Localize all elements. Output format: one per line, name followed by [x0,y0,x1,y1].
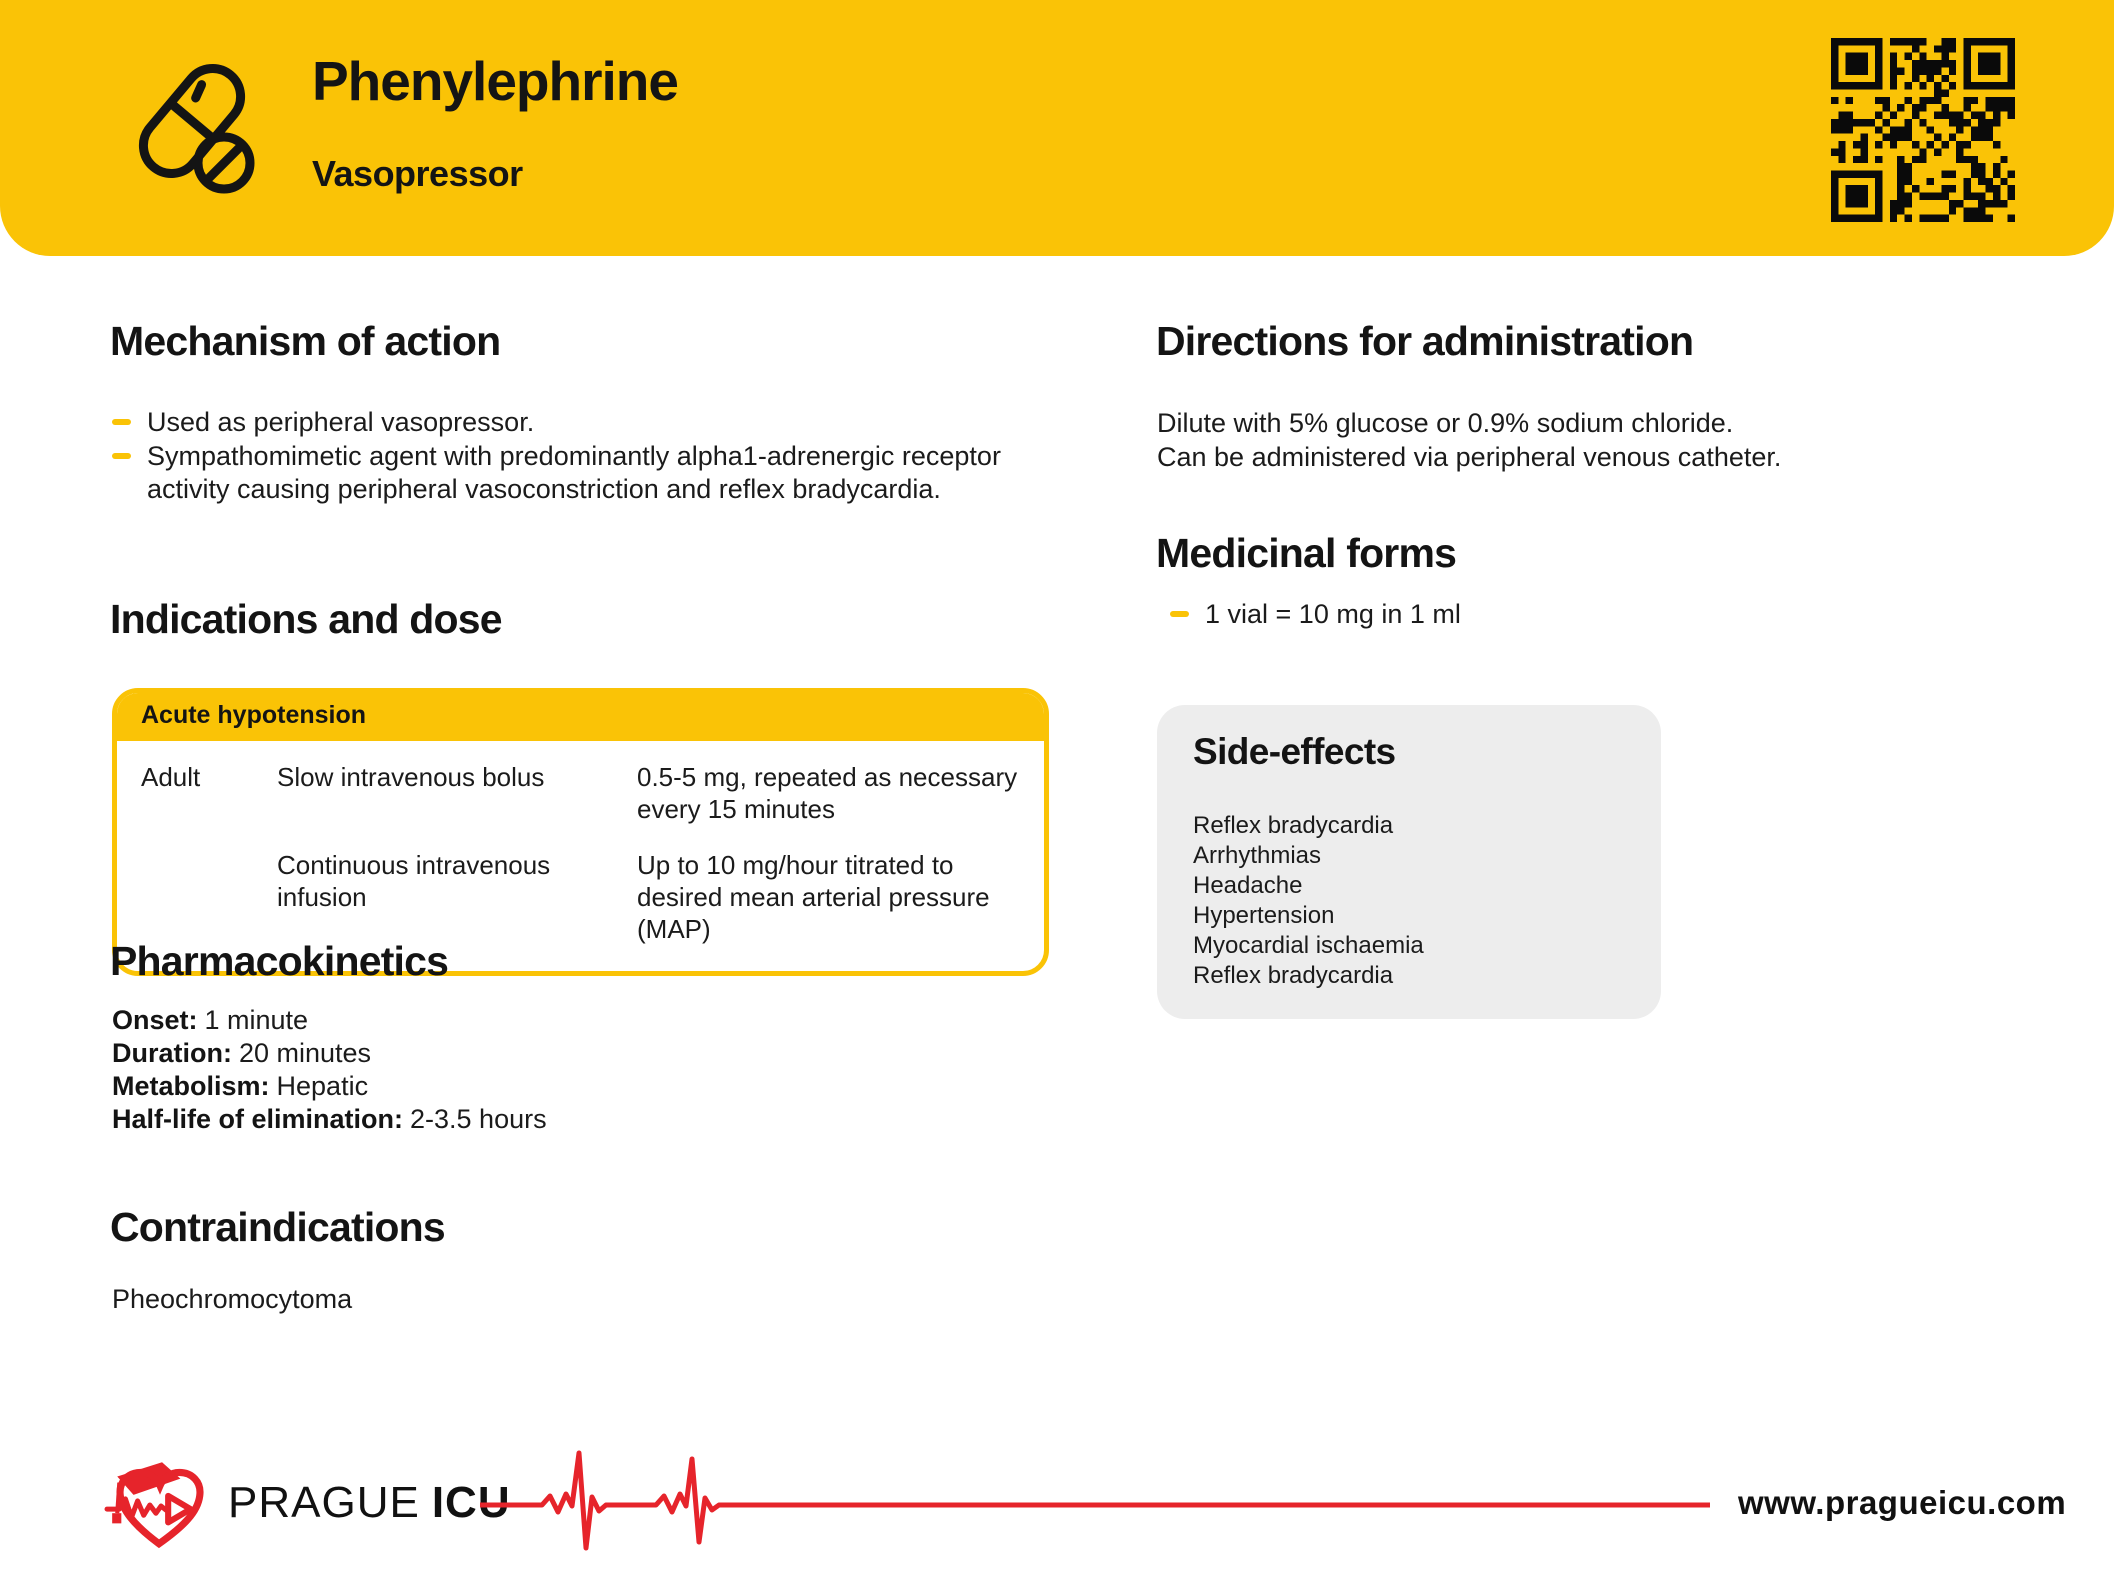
ecg-heartbeat-line-icon [480,1445,1710,1565]
pk-line [112,1037,547,1070]
pk-line [112,1004,547,1037]
list-item [112,440,1012,506]
side-effect-item: Myocardial ischaemia [1193,932,1424,959]
table-row [141,761,1020,825]
table-row [141,849,1020,945]
section-heading-mechanism: Mechanism of action [110,318,501,364]
pk-label: Onset: [112,1005,198,1035]
list-item [112,406,1012,439]
section-heading-contraindications: Contraindications [110,1204,445,1250]
bullet-text: 1 vial = 10 mg in 1 ml [1205,599,1461,629]
pk-value: 1 minute [204,1005,309,1035]
pk-value: Hepatic [276,1071,369,1101]
page-title: Phenylephrine [312,50,678,112]
route-cell: Slow intravenous bolus [277,762,545,792]
pharmacokinetics-list [112,1004,547,1136]
side-effect-item: Arrhythmias [1193,842,1322,869]
side-effect-item: Headache [1193,872,1303,899]
section-heading-directions: Directions for administration [1156,318,1694,364]
header-banner [0,0,2114,256]
section-heading-pharmacokinetics: Pharmacokinetics [110,938,449,984]
dash-bullet-icon [112,453,131,459]
pill-capsule-icon [112,58,262,203]
pk-label: Half-life of elimination: [112,1104,404,1134]
brand-primary: PRAGUE [228,1478,420,1527]
directions-line: Can be administered via peripheral venous catheter. [1157,442,1782,472]
route-cell: Continuous intravenous infusion [277,850,551,912]
dash-bullet-icon [112,419,131,425]
pk-line [112,1070,547,1103]
drug-class-subtitle: Vasopressor [312,153,523,194]
dose-cell: 0.5-5 mg, repeated as necessary every 15 minutes [637,762,1018,824]
website-url: www.pragueicu.com [1738,1484,2067,1521]
pk-label: Duration: [112,1038,232,1068]
population-cell: Adult [141,762,201,792]
brand-secondary: ICU [431,1478,511,1527]
dose-table [112,688,1049,976]
dose-cell: Up to 10 mg/hour titrated to desired mean arterial pressure (MAP) [637,850,990,944]
section-heading-medicinal-forms: Medicinal forms [1156,530,1457,576]
side-effect-item: Hypertension [1193,902,1335,929]
heart-ecg-graduation-cap-logo-icon [103,1452,215,1554]
bullet-text: Sympathomimetic agent with predominantly alpha1-adrenergic receptor activity causing peripheral vasoconstriction and reflex bradycardia. [147,441,1001,504]
dash-bullet-icon [1170,611,1189,617]
section-heading-indications: Indications and dose [110,596,502,642]
mechanism-bullet-list [112,406,1012,507]
brand-wordmark [228,1478,511,1528]
dose-table-title: Acute hypotension [117,693,1044,741]
pk-value: 20 minutes [238,1038,372,1068]
directions-line: Dilute with 5% glucose or 0.9% sodium chloride. [1157,408,1734,438]
pk-value: 2-3.5 hours [410,1104,547,1134]
contraindications-text: Pheochromocytoma [112,1284,353,1314]
section-heading-side-effects: Side-effects [1193,731,1396,772]
population-cell [141,849,277,945]
list-item [1170,598,1770,631]
side-effects-box [1157,705,1661,1019]
pk-label: Metabolism: [112,1071,270,1101]
qr-code-icon [1831,38,2015,222]
directions-text [1157,406,1897,474]
side-effect-item: Reflex bradycardia [1193,962,1394,989]
pk-line [112,1103,547,1136]
medicinal-forms-list [1170,598,1770,632]
bullet-text: Used as peripheral vasopressor. [147,407,535,437]
side-effect-item: Reflex bradycardia [1193,812,1394,839]
